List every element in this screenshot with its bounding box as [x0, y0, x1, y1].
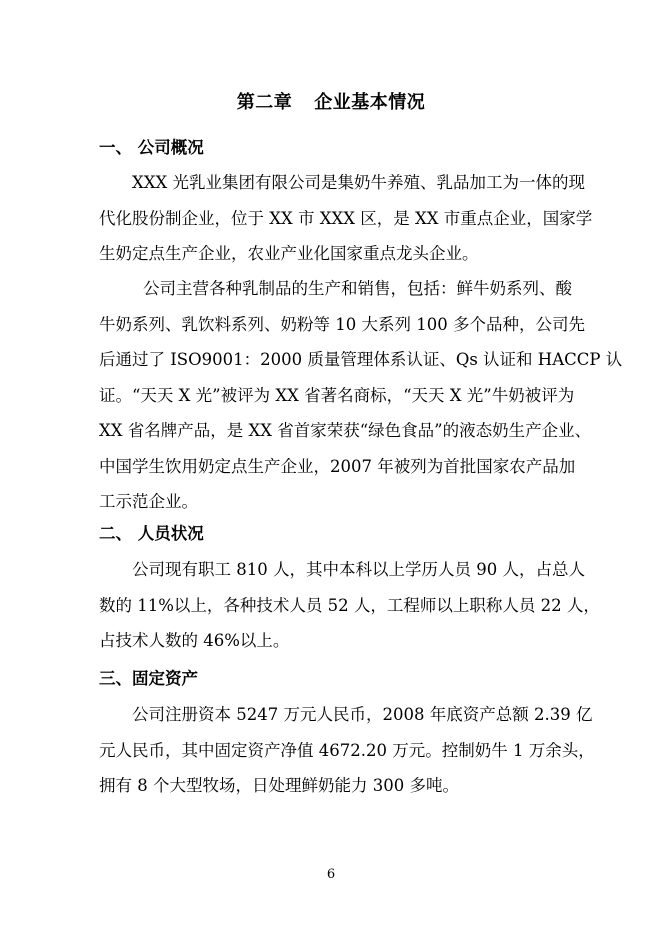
paragraph-company-products	[99, 271, 623, 520]
paragraph-line: 元人民币，其中固定资产净值 4672.20 万元。控制奶牛 1 万余头，	[99, 740, 595, 760]
section-heading-fixed-assets: 三、固定资产	[99, 669, 198, 688]
paragraph-line: XXX 光乳业集团有限公司是集奶牛养殖、乳品加工为一体的现	[132, 173, 585, 192]
paragraph-line: 生奶定点生产企业，农业产业化国家重点龙头企业。	[99, 244, 479, 263]
paragraph-company-intro	[99, 165, 599, 272]
paragraph-line: 牛奶系列、乳饮料系列、奶粉等 10 大系列 100 多个品种，公司先	[99, 314, 585, 334]
paragraph-line: 工示范企业。	[99, 492, 198, 511]
paragraph-line: XX 省名牌产品，是 XX 省首家荣获“绿色食品”的液态奶生产企业、	[99, 421, 592, 440]
section-heading-staff: 二、 人员状况	[99, 524, 204, 543]
page-number: 6	[326, 867, 336, 882]
section-heading-company-overview: 一、 公司概况	[99, 138, 204, 157]
paragraph-line: 证。“天天 X 光”被评为 XX 省著名商标，“天天 X 光”牛奶被评为	[99, 385, 575, 405]
paragraph-line: 公司主营各种乳制品的生产和销售，包括：鲜牛奶系列、酸	[143, 279, 572, 298]
paragraph-line: 占技术人数的 46%以上。	[99, 631, 290, 650]
chapter-name: 企业基本情况	[314, 92, 426, 113]
paragraph-fixed-assets	[99, 697, 599, 804]
paragraph-line: 中国学生饮用奶定点生产企业，2007 年被列为首批国家农产品加	[99, 456, 576, 476]
paragraph-line: 代化股份制企业，位于 XX 市 XXX 区，是 XX 市重点企业，国家学	[99, 208, 593, 228]
paragraph-line: 公司注册资本 5247 万元人民币，2008 年底资产总额 2.39 亿	[132, 705, 593, 724]
paragraph-line: 后通过了 ISO9001：2000 质量管理体系认证、Qs 认证和 HACCP 认	[99, 350, 623, 369]
chapter-title	[0, 88, 662, 114]
paragraph-line: 拥有 8 个大型牧场，日处理鲜奶能力 300 多吨。	[99, 776, 459, 795]
paragraph-staff	[99, 552, 599, 659]
chapter-number: 第二章	[236, 92, 293, 113]
paragraph-line: 数的 11%以上，各种技术人员 52 人，工程师以上职称人员 22 人，	[99, 595, 600, 615]
paragraph-line: 公司现有职工 810 人，其中本科以上学历人员 90 人，占总人	[132, 560, 585, 579]
